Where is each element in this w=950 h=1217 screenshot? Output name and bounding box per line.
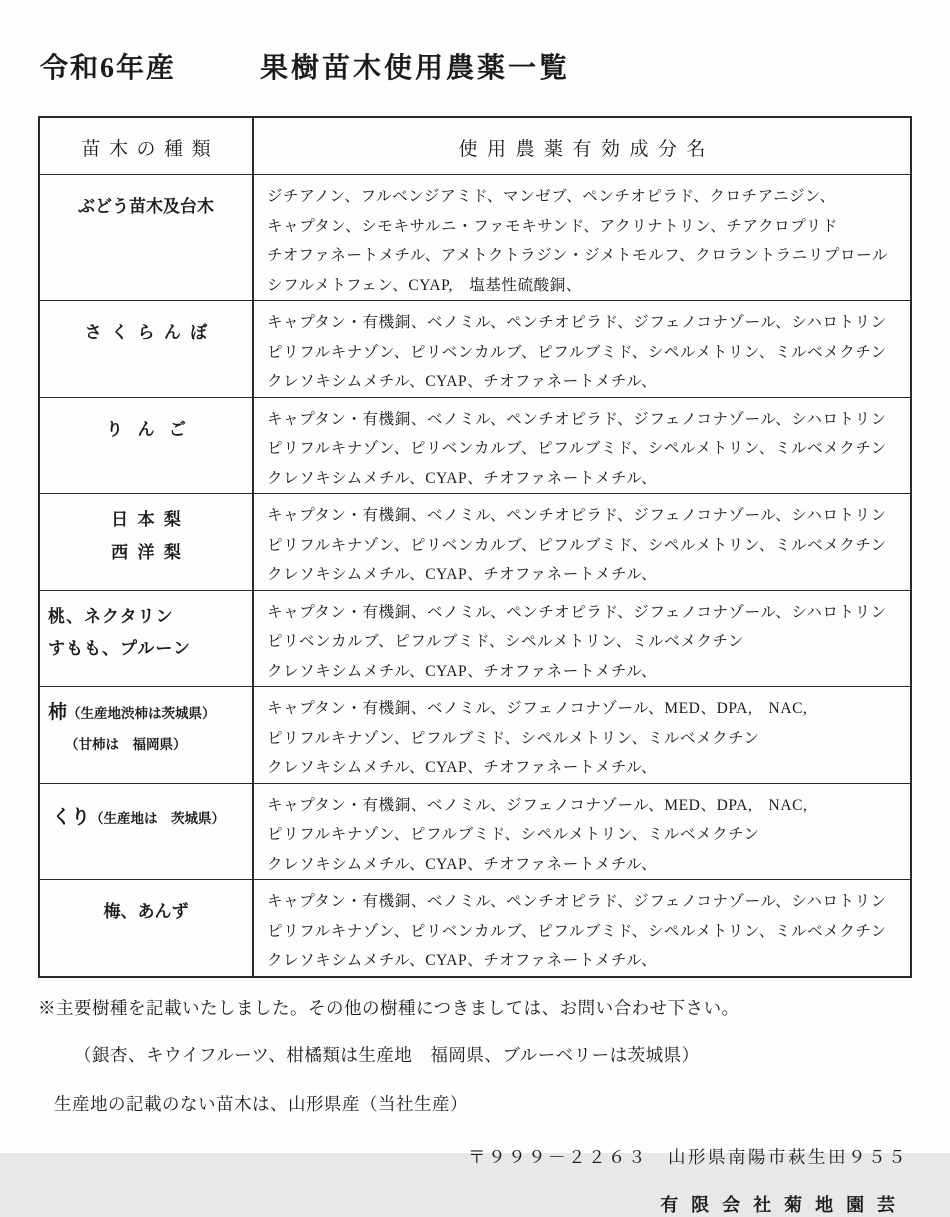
row-content-apple <box>254 398 910 494</box>
row-content-persimmon <box>254 687 910 783</box>
note-yamagata-origin: 生産地の記載のない苗木は、山形県産（当社生産） <box>54 1093 468 1114</box>
table-row-chestnut <box>40 783 910 880</box>
ingredient-line: クレソキシムメチル、CYAP、チオファネートメチル、 <box>267 662 658 680</box>
ingredient-line: キャプタン・有機銅、ベノミル、ジフェノコナゾール、MED、DPA, NAC, <box>267 796 808 814</box>
row-label-peach-plum <box>40 591 254 687</box>
ingredient-line: ピリフルキナゾン、ピリベンカルブ、ピフルブミド、シペルメトリン、ミルベメクチン <box>267 440 887 457</box>
ingredient-line: ピリベンカルブ、ピフルブミド、シペルメトリン、ミルベメクチン <box>267 633 744 650</box>
header-cell-seedling-type: 苗木の種類 <box>40 118 254 174</box>
ingredient-line: クレソキシムメチル、CYAP、チオファネートメチル、 <box>267 952 658 969</box>
row-label-cherry: さくらんぼ <box>40 301 254 397</box>
row-label-persimmon <box>40 687 254 783</box>
publisher-block <box>38 1144 912 1217</box>
page-title-year: 令和6年産 <box>40 53 177 84</box>
ingredient-line: クレソキシムメチル、CYAP、チオファネートメチル、 <box>267 855 658 873</box>
row-label-ume-apricot: 梅、あんず <box>40 880 254 976</box>
row-content-pear <box>254 494 910 590</box>
table-row-ume-apricot <box>40 879 910 976</box>
ingredient-line: キャプタン・有機銅、ベノミル、ペンチオピラド、ジフェノコナゾール、シハロトリン <box>267 314 887 331</box>
footnotes <box>38 995 912 1116</box>
ingredient-line: クレソキシムメチル、CYAP、チオファネートメチル、 <box>267 373 658 390</box>
ingredient-line: クレソキシムメチル、CYAP、チオファネートメチル、 <box>267 759 658 776</box>
note-main-species: ※主要樹種を記載いたしました。その他の樹種につきましては、お問い合わせ下さい。 <box>38 997 740 1018</box>
ingredient-line: キャプタン・有機銅、ベノミル、ペンチオピラド、ジフェノコナゾール、シハロトリン <box>267 410 887 428</box>
company-name: 有限会社菊地園芸 <box>660 1194 908 1215</box>
ingredient-line: キャプタン・有機銅、ベノミル、ペンチオピラド、ジフェノコナゾール、シハロトリン <box>267 507 887 524</box>
row-label-grape: ぶどう苗木及台木 <box>40 175 254 300</box>
row-label-pear-line2: 西洋梨 <box>111 543 191 562</box>
ingredient-line: シフルメトフェン、CYAP, 塩基性硫酸銅、 <box>267 276 582 294</box>
ingredient-line: ピリフルキナゾン、ピリベンカルブ、ピフルブミド、シペルメトリン、ミルベメクチン <box>267 922 887 940</box>
ingredient-line: ピリフルキナゾン、ピフルブミド、シペルメトリン、ミルベメクチン <box>267 826 760 843</box>
table-header-row <box>40 118 910 174</box>
ingredient-line: キャプタン・有機銅、ベノミル、ペンチオピラド、ジフェノコナゾール、シハロトリン <box>267 893 887 910</box>
ingredient-line: ピリフルキナゾン、ピフルブミド、シペルメトリン、ミルベメクチン <box>267 729 760 747</box>
row-content-grape <box>254 175 910 300</box>
row-label-pear-line1: 日本梨 <box>111 510 191 529</box>
note-other-origins: （銀杏、キウイフルーツ、柑橘類は生産地 福岡県、ブルーベリーは茨城県） <box>74 1044 700 1065</box>
ingredient-line: キャプタン・有機銅、ベノミル、ペンチオピラド、ジフェノコナゾール、シハロトリン <box>267 603 887 621</box>
ingredient-line: クレソキシムメチル、CYAP、チオファネートメチル、 <box>267 469 658 487</box>
table-row-peach-plum <box>40 590 910 687</box>
row-content-peach-plum <box>254 591 910 687</box>
ingredient-line: キャプタン・有機銅、ベノミル、ジフェノコナゾール、MED、DPA, NAC, <box>267 700 808 717</box>
ingredient-line: クレソキシムメチル、CYAP、チオファネートメチル、 <box>267 566 658 583</box>
row-label-persimmon-note2: （甘柿は 福岡県） <box>65 737 187 752</box>
page-title <box>40 46 912 86</box>
postal-address: 〒９９９－２２６３ 山形県南陽市萩生田９５５ <box>468 1146 908 1167</box>
pesticide-table <box>38 116 912 978</box>
row-label-persimmon-note1: （生産地渋柿は茨城県） <box>67 706 216 721</box>
page-title-main: 果樹苗木使用農薬一覧 <box>260 53 571 84</box>
ingredient-line: チオファネートメチル、アメトクトラジン・ジメトモルフ、クロラントラニリプロール <box>267 247 889 264</box>
table-row-persimmon <box>40 686 910 783</box>
row-label-chestnut-main: くり <box>52 806 91 828</box>
table-row-cherry <box>40 300 910 397</box>
row-label-peach-line1: 桃、ネクタリン <box>48 606 174 626</box>
row-label-persimmon-line1 <box>48 697 252 729</box>
row-label-apple: りんご <box>40 398 254 494</box>
table-row-grape <box>40 174 910 300</box>
ingredient-line: ピリフルキナゾン、ピリベンカルブ、ピフルブミド、シペルメトリン、ミルベメクチン <box>267 343 887 361</box>
row-content-ume-apricot <box>254 880 910 976</box>
ingredient-line: キャプタン、シモキサルニ・ファモキサンド、アクリナトリン、チアクロプリド <box>267 217 838 235</box>
row-label-pear <box>40 494 254 590</box>
table-row-apple <box>40 397 910 494</box>
ingredient-line: ジチアノン、フルベンジアミド、マンゼブ、ペンチオピラド、クロチアニジン、 <box>267 188 836 205</box>
row-label-persimmon-main: 柿 <box>48 702 68 723</box>
ingredient-line: ピリフルキナゾン、ピリベンカルブ、ピフルブミド、シペルメトリン、ミルベメクチン <box>267 536 887 554</box>
row-content-cherry <box>254 301 910 397</box>
row-label-chestnut <box>40 784 254 880</box>
row-content-chestnut <box>254 784 910 880</box>
row-label-chestnut-note: （生産地は 茨城県） <box>90 810 226 826</box>
row-label-peach-line2: すもも、プルーン <box>48 638 191 658</box>
header-cell-ingredient-names: 使用農薬有効成分名 <box>458 138 715 160</box>
table-row-pear <box>40 493 910 590</box>
